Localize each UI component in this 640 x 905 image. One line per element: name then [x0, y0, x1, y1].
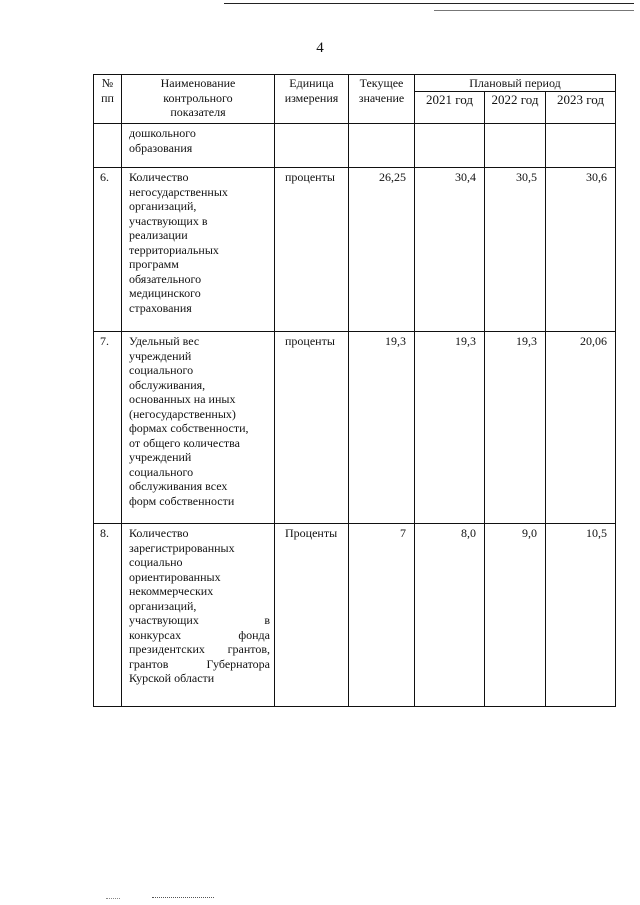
row-name-line: зарегистрированных — [129, 540, 235, 555]
row-name-line: социального — [129, 363, 194, 377]
row-name-line: Удельный вес — [129, 334, 200, 348]
row-unit: проценты — [275, 332, 349, 524]
row-name-line: программ — [129, 257, 179, 271]
header-name — [122, 75, 275, 124]
row-name-line: дошкольного — [129, 126, 196, 140]
bottom-scan-mark — [106, 898, 120, 899]
row-2021: 30,4 — [415, 168, 485, 332]
table-row — [94, 124, 616, 168]
header-year-2023: 2023 год — [546, 92, 616, 124]
table-row — [94, 524, 616, 707]
row-name-line: ориентированных — [129, 569, 221, 584]
row-name-word: грантов, — [227, 642, 270, 656]
row-current: 19,3 — [349, 332, 415, 524]
table-row — [94, 168, 616, 332]
row-name-line: организаций, — [129, 598, 197, 613]
header-unit-line: Единица — [289, 76, 334, 90]
header-current-line: значение — [358, 90, 405, 105]
header-name-line: показателя — [170, 105, 226, 119]
row-name-line: обслуживания, — [129, 377, 206, 392]
row-name-line: некоммерческих — [129, 584, 214, 598]
row-name-line: социального — [129, 464, 194, 479]
row-name-line: учреждений — [129, 450, 192, 464]
row-current — [349, 124, 415, 168]
row-name-line: основанных на иных — [129, 392, 236, 406]
page-number: 4 — [316, 40, 324, 56]
row-num: 8. — [94, 524, 122, 707]
row-name-line: организаций, — [129, 199, 197, 213]
top-rule-secondary — [434, 10, 634, 11]
row-2022 — [485, 124, 546, 168]
header-current-line: Текущее — [359, 76, 404, 90]
row-name — [122, 524, 275, 707]
row-name-word: фонда — [238, 627, 270, 642]
row-2023: 30,6 — [546, 168, 616, 332]
row-current: 26,25 — [349, 168, 415, 332]
row-name-line: учреждений — [129, 348, 192, 363]
row-2021: 8,0 — [415, 524, 485, 707]
top-rule — [224, 3, 634, 4]
header-row-1 — [94, 75, 616, 92]
row-name-line: форм собственности — [129, 493, 235, 508]
row-2022: 30,5 — [485, 168, 546, 332]
row-name-word: президентских — [129, 642, 205, 656]
row-2022: 9,0 — [485, 524, 546, 707]
row-2021: 19,3 — [415, 332, 485, 524]
table-row — [94, 332, 616, 524]
header-name-line: контрольного — [163, 90, 233, 105]
row-name-line: обслуживания всех — [129, 479, 228, 493]
row-name-line: образования — [129, 140, 193, 155]
row-name-justified-line — [129, 657, 270, 672]
header-num — [94, 75, 122, 124]
row-name-line: социально — [129, 555, 183, 569]
row-name-word: Губернатора — [206, 656, 270, 671]
header-unit-line: измерения — [284, 90, 339, 105]
row-name-word: участвующих — [129, 613, 199, 627]
row-2023: 20,06 — [546, 332, 616, 524]
row-name-line: негосударственных — [129, 184, 228, 199]
row-current: 7 — [349, 524, 415, 707]
row-2021 — [415, 124, 485, 168]
header-name-line: Наименование — [160, 76, 236, 90]
row-name-line: Количество — [129, 170, 189, 184]
row-name-line: (негосударственных) — [129, 406, 236, 421]
row-name-justified-line — [129, 628, 270, 643]
row-name-line: территориальных — [129, 242, 219, 257]
header-plan-period: Плановый период — [415, 75, 616, 92]
row-unit: проценты — [275, 168, 349, 332]
row-name-word: в — [264, 613, 270, 627]
row-name-line: участвующих в — [129, 213, 208, 228]
row-unit — [275, 124, 349, 168]
header-current — [349, 75, 415, 124]
row-name-line: Курской области — [129, 671, 215, 685]
header-num-line: пп — [101, 90, 114, 105]
row-name-line: обязательного — [129, 271, 202, 286]
row-name — [122, 124, 275, 168]
indicators-table — [93, 74, 616, 707]
row-num: 6. — [94, 168, 122, 332]
row-name-word: грантов — [129, 656, 169, 671]
header-year-2021: 2021 год — [415, 92, 485, 124]
row-name-word: конкурсах — [129, 627, 182, 642]
row-2023: 10,5 — [546, 524, 616, 707]
row-name-line: медицинского — [129, 286, 201, 300]
row-num — [94, 124, 122, 168]
row-num: 7. — [94, 332, 122, 524]
row-name-justified-line — [129, 613, 270, 628]
row-unit: Проценты — [275, 524, 349, 707]
row-name-line: формах собственности, — [129, 421, 249, 435]
header-unit — [275, 75, 349, 124]
header-year-2022: 2022 год — [485, 92, 546, 124]
header-num-line: № — [101, 76, 114, 90]
bottom-scan-mark — [152, 897, 214, 898]
row-name-justified-line — [129, 642, 270, 657]
row-name-line: страхования — [129, 300, 192, 315]
row-name-line: реализации — [129, 228, 188, 242]
row-name — [122, 332, 275, 524]
row-name-line: Количество — [129, 526, 189, 540]
row-2022: 19,3 — [485, 332, 546, 524]
row-name — [122, 168, 275, 332]
row-2023 — [546, 124, 616, 168]
row-name-line: от общего количества — [129, 435, 240, 450]
